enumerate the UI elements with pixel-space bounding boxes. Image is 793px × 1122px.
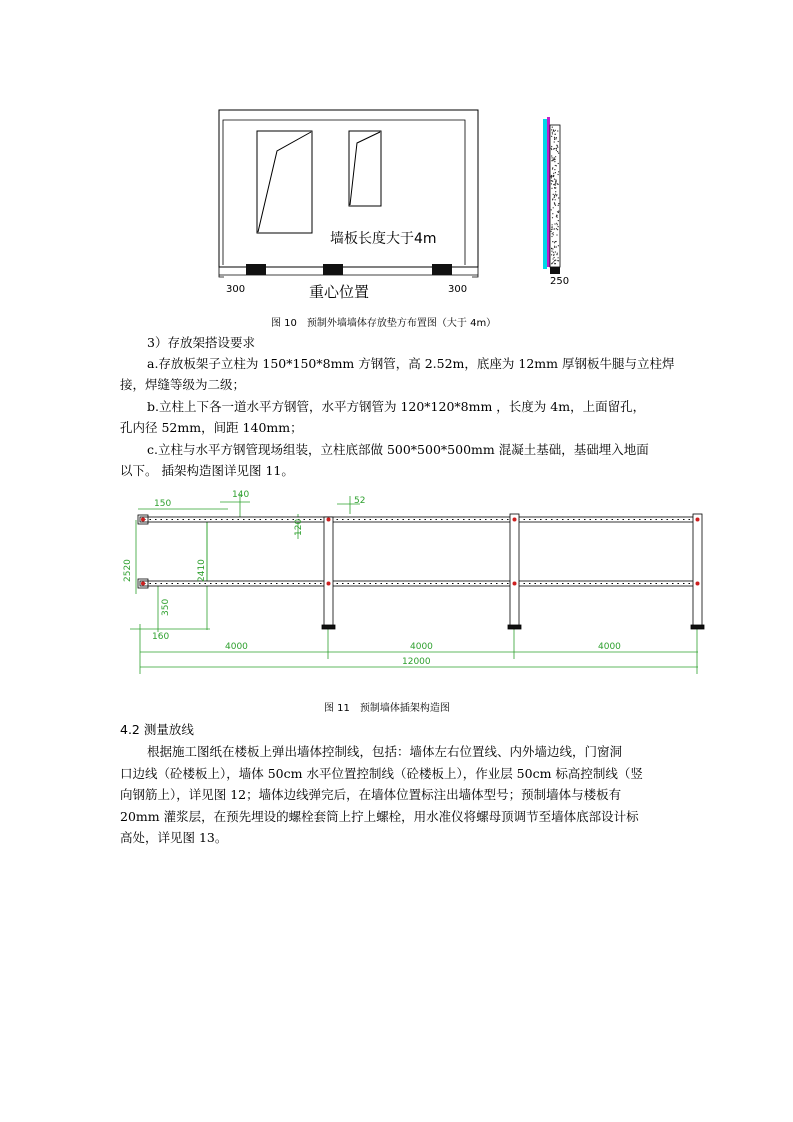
fig11-dim-span3: 4000 bbox=[598, 642, 621, 652]
hatch-dot bbox=[552, 217, 553, 218]
hatch-dot bbox=[551, 148, 552, 149]
hatch-dot bbox=[551, 209, 552, 210]
hatch-dot bbox=[557, 130, 558, 131]
hatch-dot bbox=[551, 155, 552, 156]
hatch-dot bbox=[554, 197, 555, 198]
hatch-dot bbox=[554, 138, 555, 139]
hatch-dot bbox=[558, 163, 559, 164]
hatch-dot bbox=[551, 129, 552, 130]
hatch-dot bbox=[555, 165, 556, 166]
support-block-center bbox=[323, 264, 343, 275]
hatch-dot bbox=[554, 188, 555, 189]
fig10-dim-side: 250 bbox=[550, 276, 570, 287]
hatch-dot bbox=[555, 205, 556, 206]
column-1 bbox=[322, 517, 335, 629]
hatch-dot bbox=[557, 229, 558, 230]
section3-b-line1: b.立柱上下各一道水平方钢管，水平方钢管为 120*120*8mm ，长度为 4m，上面留孔， bbox=[147, 399, 646, 414]
hatch-dot bbox=[558, 141, 559, 142]
hatch-dot bbox=[552, 168, 553, 169]
hatch-dot bbox=[558, 205, 559, 206]
hatch-dot bbox=[558, 245, 559, 246]
section42-line4: 20mm 灌浆层，在预先埋设的螺栓套筒上拧上螺栓，用水准仪将螺母顶调节至墙体底部设计标 bbox=[120, 809, 639, 824]
hatch-dot bbox=[553, 258, 554, 259]
hatch-dot bbox=[552, 127, 553, 128]
hatch-dot bbox=[557, 211, 558, 212]
hatch-dot bbox=[554, 161, 555, 162]
hatch-dot bbox=[552, 157, 553, 158]
hatch-dot bbox=[553, 207, 554, 208]
hatch-dot bbox=[555, 138, 556, 139]
fig11-dim-span2: 4000 bbox=[410, 642, 433, 652]
section3-title: 3）存放架搭设要求 bbox=[147, 335, 255, 350]
side-view-cyan-strip bbox=[543, 119, 547, 269]
section42-line3: 向钢筋上），详见图 12；墙体边线弹完后，在墙体位置标注出墙体型号；预制墙体与楼板有 bbox=[120, 787, 622, 802]
hatch-dot bbox=[552, 213, 553, 214]
hatch-dot bbox=[551, 263, 552, 264]
side-view-magenta-strip bbox=[547, 117, 550, 267]
hatch-dot bbox=[552, 133, 553, 134]
hatch-dot bbox=[554, 195, 555, 196]
section3-c-line2: 以下。 插架构造图详见图 11。 bbox=[120, 463, 294, 478]
hatch-dot bbox=[552, 241, 553, 242]
section3-a-line1: a.存放板架子立柱为 150*150*8mm 方钢管，高 2.52m，底座为 12mm 厚钢板牛腿与立柱焊 bbox=[147, 356, 675, 371]
hatch-dot bbox=[556, 223, 557, 224]
hatch-dot bbox=[557, 183, 558, 184]
hatch-dot bbox=[552, 226, 553, 227]
hatch-dot bbox=[556, 241, 557, 242]
hatch-dot bbox=[551, 175, 552, 176]
column-3 bbox=[691, 514, 704, 629]
hatch-dot bbox=[558, 211, 559, 212]
fig11-dim-160: 160 bbox=[152, 632, 170, 642]
fig11-dim-120: 120 bbox=[294, 518, 304, 536]
hatch-dot bbox=[557, 145, 558, 146]
support-block-left bbox=[246, 264, 266, 275]
hatch-dot bbox=[554, 131, 555, 132]
hatch-dot bbox=[555, 156, 556, 157]
hatch-dot bbox=[554, 263, 555, 264]
hatch-dot bbox=[558, 226, 559, 227]
fig11-dim-350: 350 bbox=[161, 598, 171, 616]
beam-column-joints bbox=[141, 518, 700, 586]
hatch-dot bbox=[556, 194, 557, 195]
section3-b-line2: 孔内径 52mm，间距 140mm； bbox=[120, 420, 303, 435]
fig11-dim-2520: 2520 bbox=[123, 559, 133, 582]
hatch-dot bbox=[551, 180, 552, 181]
hatch-dot bbox=[552, 198, 553, 199]
hatch-dot bbox=[557, 224, 558, 225]
hatch-dot bbox=[552, 248, 553, 249]
support-block-right bbox=[432, 264, 452, 275]
hatch-dot bbox=[558, 257, 559, 258]
hatch-dot bbox=[558, 197, 559, 198]
column-2 bbox=[508, 514, 521, 629]
hatch-dot bbox=[553, 175, 554, 176]
hatch-dot bbox=[551, 231, 552, 232]
hatch-dot bbox=[556, 137, 557, 138]
fig10-dim-left: 300 bbox=[226, 284, 246, 295]
hatch-dot bbox=[551, 251, 552, 252]
hatch-dot bbox=[557, 260, 558, 261]
fig10-dim-right: 300 bbox=[448, 284, 468, 295]
hatch-dot bbox=[553, 184, 554, 185]
hatch-dot bbox=[551, 229, 552, 230]
hatch-dot bbox=[554, 159, 555, 160]
hatch-dot bbox=[556, 165, 557, 166]
fig11-dim-52: 52 bbox=[354, 496, 366, 506]
hatch-dot bbox=[555, 260, 556, 261]
hatch-dot bbox=[553, 234, 554, 235]
hatch-dot bbox=[553, 252, 554, 253]
hatch-dot bbox=[553, 194, 554, 195]
hatch-dot bbox=[555, 199, 556, 200]
hatch-dot bbox=[552, 224, 553, 225]
hatch-dot bbox=[554, 257, 555, 258]
hatch-dot bbox=[553, 173, 554, 174]
hatch-dot bbox=[558, 153, 559, 154]
section3-a-line2: 接，焊缝等级为二级； bbox=[120, 377, 246, 392]
section42-line1: 根据施工图纸在楼板上弹出墙体控制线，包括：墙体左右位置线、内外墙边线，门窗洞 bbox=[147, 744, 623, 759]
fig10-cog-label: 重心位置 bbox=[309, 283, 370, 301]
hatch-dot bbox=[556, 234, 557, 235]
horizontal-beam-top bbox=[140, 517, 700, 522]
hatch-dot bbox=[552, 229, 553, 230]
hatch-dot bbox=[553, 148, 554, 149]
hatch-dot bbox=[558, 174, 559, 175]
hatch-dot bbox=[555, 134, 556, 135]
hatch-dot bbox=[551, 183, 552, 184]
hatch-dot bbox=[554, 141, 555, 142]
hatch-dot bbox=[556, 148, 557, 149]
hatch-dot bbox=[556, 254, 557, 255]
hatch-dot bbox=[553, 232, 554, 233]
hatch-dot bbox=[555, 130, 556, 131]
hatch-dot bbox=[551, 136, 552, 137]
section42-line5: 高处，详见图 13。 bbox=[120, 830, 228, 845]
hatch-dot bbox=[551, 236, 552, 237]
hatch-dot bbox=[556, 246, 557, 247]
hatch-dot bbox=[558, 171, 559, 172]
hatch-dot bbox=[553, 255, 554, 256]
hatch-dot bbox=[555, 181, 556, 182]
hatch-dot bbox=[551, 149, 552, 150]
hatch-dot bbox=[554, 242, 555, 243]
figure-11-drawing bbox=[110, 484, 710, 684]
side-view-support bbox=[550, 267, 560, 274]
hatch-dot bbox=[554, 223, 555, 224]
fig11-dim-2410: 2410 bbox=[197, 559, 207, 582]
fig11-dim-span1: 4000 bbox=[225, 642, 248, 652]
hatch-dot bbox=[551, 248, 552, 249]
hatch-dot bbox=[554, 247, 555, 248]
hatch-dot bbox=[555, 251, 556, 252]
window-2-swing bbox=[350, 132, 380, 205]
hatch-dot bbox=[554, 157, 555, 158]
hatch-dot bbox=[554, 169, 555, 170]
hatch-dot bbox=[554, 148, 555, 149]
hatch-dot bbox=[554, 179, 555, 180]
hatch-dot bbox=[552, 132, 553, 133]
hatch-dot bbox=[552, 167, 553, 168]
hatch-dot bbox=[556, 228, 557, 229]
figure-10-drawing bbox=[210, 105, 590, 305]
hatch-dot bbox=[557, 253, 558, 254]
window-1-swing bbox=[258, 132, 311, 232]
hatch-dot bbox=[551, 254, 552, 255]
horizontal-beam-bottom bbox=[140, 581, 700, 586]
hatch-dot bbox=[555, 172, 556, 173]
hatch-dot bbox=[555, 185, 556, 186]
hatch-dot bbox=[558, 220, 559, 221]
figure-11-caption: 图 11 预制墙体插架构造图 bbox=[324, 703, 450, 714]
hatch-dot bbox=[551, 146, 552, 147]
hatch-dot bbox=[553, 158, 554, 159]
hatch-dot bbox=[557, 151, 558, 152]
hatch-dot bbox=[551, 188, 552, 189]
hatch-dot bbox=[552, 233, 553, 234]
hatch-dot bbox=[556, 215, 557, 216]
hatch-dot bbox=[555, 179, 556, 180]
hatch-dot bbox=[554, 203, 555, 204]
hatch-dot bbox=[555, 194, 556, 195]
hatch-dot bbox=[553, 261, 554, 262]
fig11-dim-150: 150 bbox=[154, 499, 172, 509]
hatch-dot bbox=[551, 160, 552, 161]
hatch-dot bbox=[558, 203, 559, 204]
fig10-wall-label: 墙板长度大于4m bbox=[330, 231, 437, 247]
fig11-dim-140: 140 bbox=[232, 490, 250, 500]
hatch-dot bbox=[554, 246, 555, 247]
hatch-dot bbox=[556, 150, 557, 151]
hatch-dot bbox=[554, 228, 555, 229]
hatch-dot bbox=[551, 177, 552, 178]
figure-10-caption: 图 10 预制外墙墙体存放垫方布置图（大于 4m） bbox=[271, 318, 497, 329]
hatch-dot bbox=[554, 137, 555, 138]
fig11-dim-total: 12000 bbox=[402, 657, 431, 667]
section3-c-line1: c.立柱与水平方钢管现场组装，立柱底部做 500*500*500mm 混凝土基础，基础埋入地面 bbox=[147, 442, 649, 457]
section42-line2: 口边线（砼楼板上），墙体 50cm 水平位置控制线（砼楼板上），作业层 50cm 标高控制线（竖 bbox=[120, 766, 643, 781]
hatch-dot bbox=[552, 160, 553, 161]
hatch-dot bbox=[553, 254, 554, 255]
section42-title: 4.2 测量放线 bbox=[120, 722, 194, 737]
hatch-dot bbox=[555, 191, 556, 192]
hatch-dot bbox=[557, 147, 558, 148]
